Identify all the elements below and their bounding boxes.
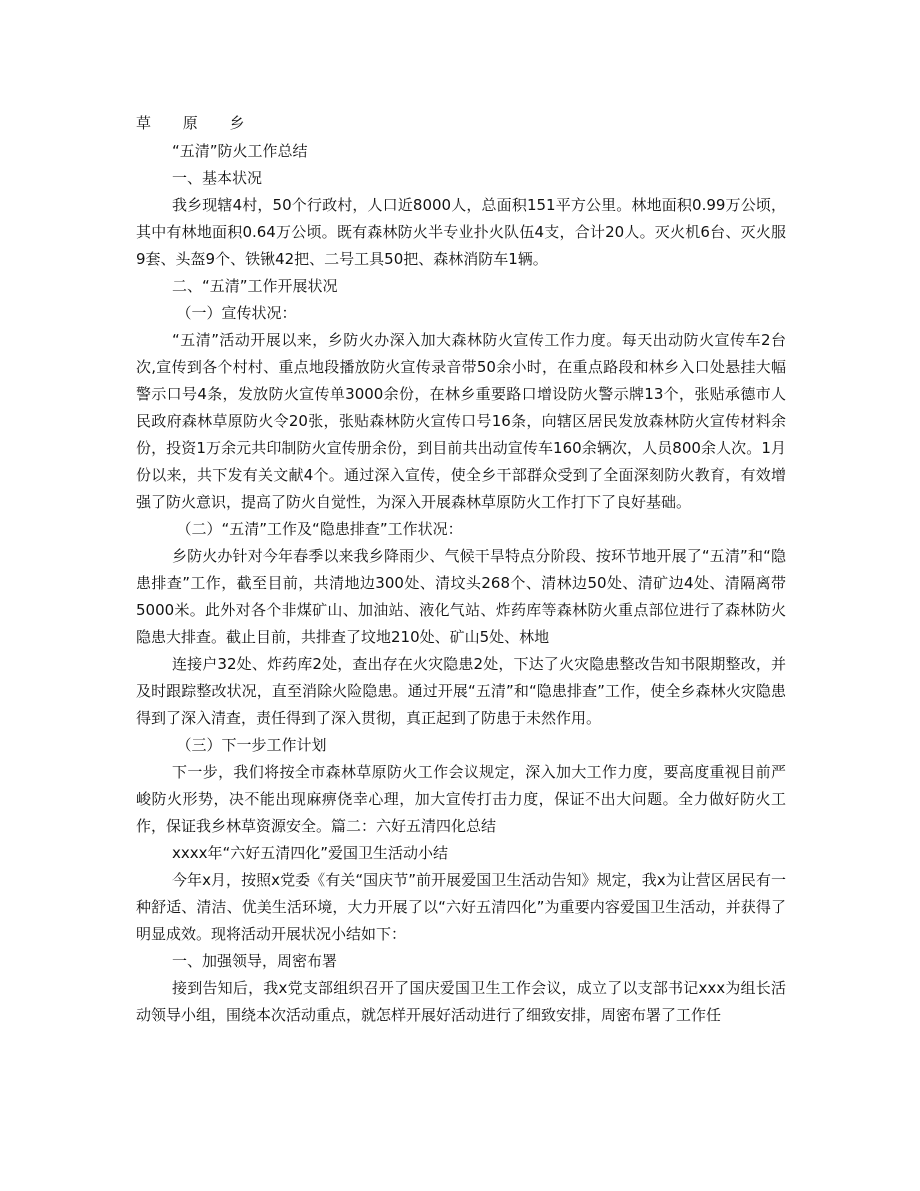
subsection-heading: （二）“五清”工作及“隐患排查”工作状况： bbox=[176, 520, 463, 538]
body-paragraph: 今年x月，按照x党委《有关“国庆节”前开展爱国卫生活动告知》规定，我x为让营区居民有一种舒适、清洁、优美生活环境，大力开展了以“六好五清四化”为重要内容爱国卫生活动，并获得了明显成效。现将活动开展状况小结如下： bbox=[136, 871, 786, 943]
body-paragraph: 连接户32处、炸药库2处，查出存在火灾隐患2处，下达了火灾隐患整改告知书限期整改，并及时跟踪整改状况，直至消除火险隐患。通过开展“五清”和“隐患排查”工作，使全乡森林火灾隐患得到了深入清查，责任得到了深入贯彻，真正起到了防患于未然作用。 bbox=[136, 655, 786, 727]
subsection-heading: （一）宣传状况： bbox=[176, 304, 297, 322]
section-heading: xxxx年“六好五清四化”爱国卫生活动小结 bbox=[172, 844, 449, 862]
section-heading: 一、加强领导，周密布署 bbox=[172, 952, 338, 970]
section-heading: 一、基本状况 bbox=[172, 169, 263, 187]
body-paragraph: “五清”活动开展以来，乡防火办深入加大森林防火宣传工作力度。每天出动防火宣传车2台次,宣传到各个村村、重点地段播放防火宣传录音带50余小时，在重点路段和林乡入口处悬挂大幅警示口号4条，发放防火宣传单3000余份，在林乡重要路口增设防火警示牌13个，张贴承德市人民政府森林草原防火令20张，张贴森林防火宣传口号16条，向辖区居民发放森林防火宣传材料余份，投资1万余元共印制防火宣传册余份，到目前共出动宣传车160余辆次，人员800余人次。1月份以来，共下发有关文献4个。通过深入宣传，使全乡干部群众受到了全面深刻防火教育，有效增强了防火意识，提高了防火自觉性，为深入开展森林草原防火工作打下了良好基础。 bbox=[136, 331, 786, 511]
body-paragraph: 乡防火办针对今年春季以来我乡降雨少、气候干旱特点分阶段、按环节地开展了“五清”和“隐患排查”工作，截至目前，共清地边300处、清坟头268个、清林边50处、清矿边4处、清隔离带5000米。此外对各个非煤矿山、加油站、液化气站、炸药库等森林防火重点部位进行了森林防火隐患大排查。截止目前，共排查了坟地210处、矿山5处、林地 bbox=[136, 547, 786, 646]
section-heading: 二、“五清”工作开展状况 bbox=[172, 277, 338, 295]
body-paragraph: 我乡现辖4村，50个行政村，人口近8000人，总面积151平方公里。林地面积0.99万公顷，其中有林地面积0.64万公顷。既有森林防火半专业扑火队伍4支，合计20人。灭火机6台、灭火服9套、头盔9个、铁锹42把、二号工具50把、森林消防车1辆。 bbox=[136, 196, 786, 268]
document-page bbox=[136, 110, 786, 1029]
body-paragraph: 下一步，我们将按全市森林草原防火工作会议规定，深入加大工作力度，要高度重视目前严峻防火形势，决不能出现麻痹侥幸心理，加大宣传打击力度，保证不出大问题。全力做好防火工作，保证我乡林草资源安全。篇二：六好五清四化总结 bbox=[136, 763, 786, 835]
document-title: 草 原 乡 bbox=[136, 114, 259, 132]
body-paragraph: 接到告知后，我x党支部组织召开了国庆爱国卫生工作会议，成立了以支部书记xxx为组长活动领导小组，围绕本次活动重点，就怎样开展好活动进行了细致安排，周密布署了工作任 bbox=[136, 979, 786, 1024]
subsection-heading: （三）下一步工作计划 bbox=[176, 736, 327, 754]
section-heading: “五清”防火工作总结 bbox=[172, 142, 308, 160]
